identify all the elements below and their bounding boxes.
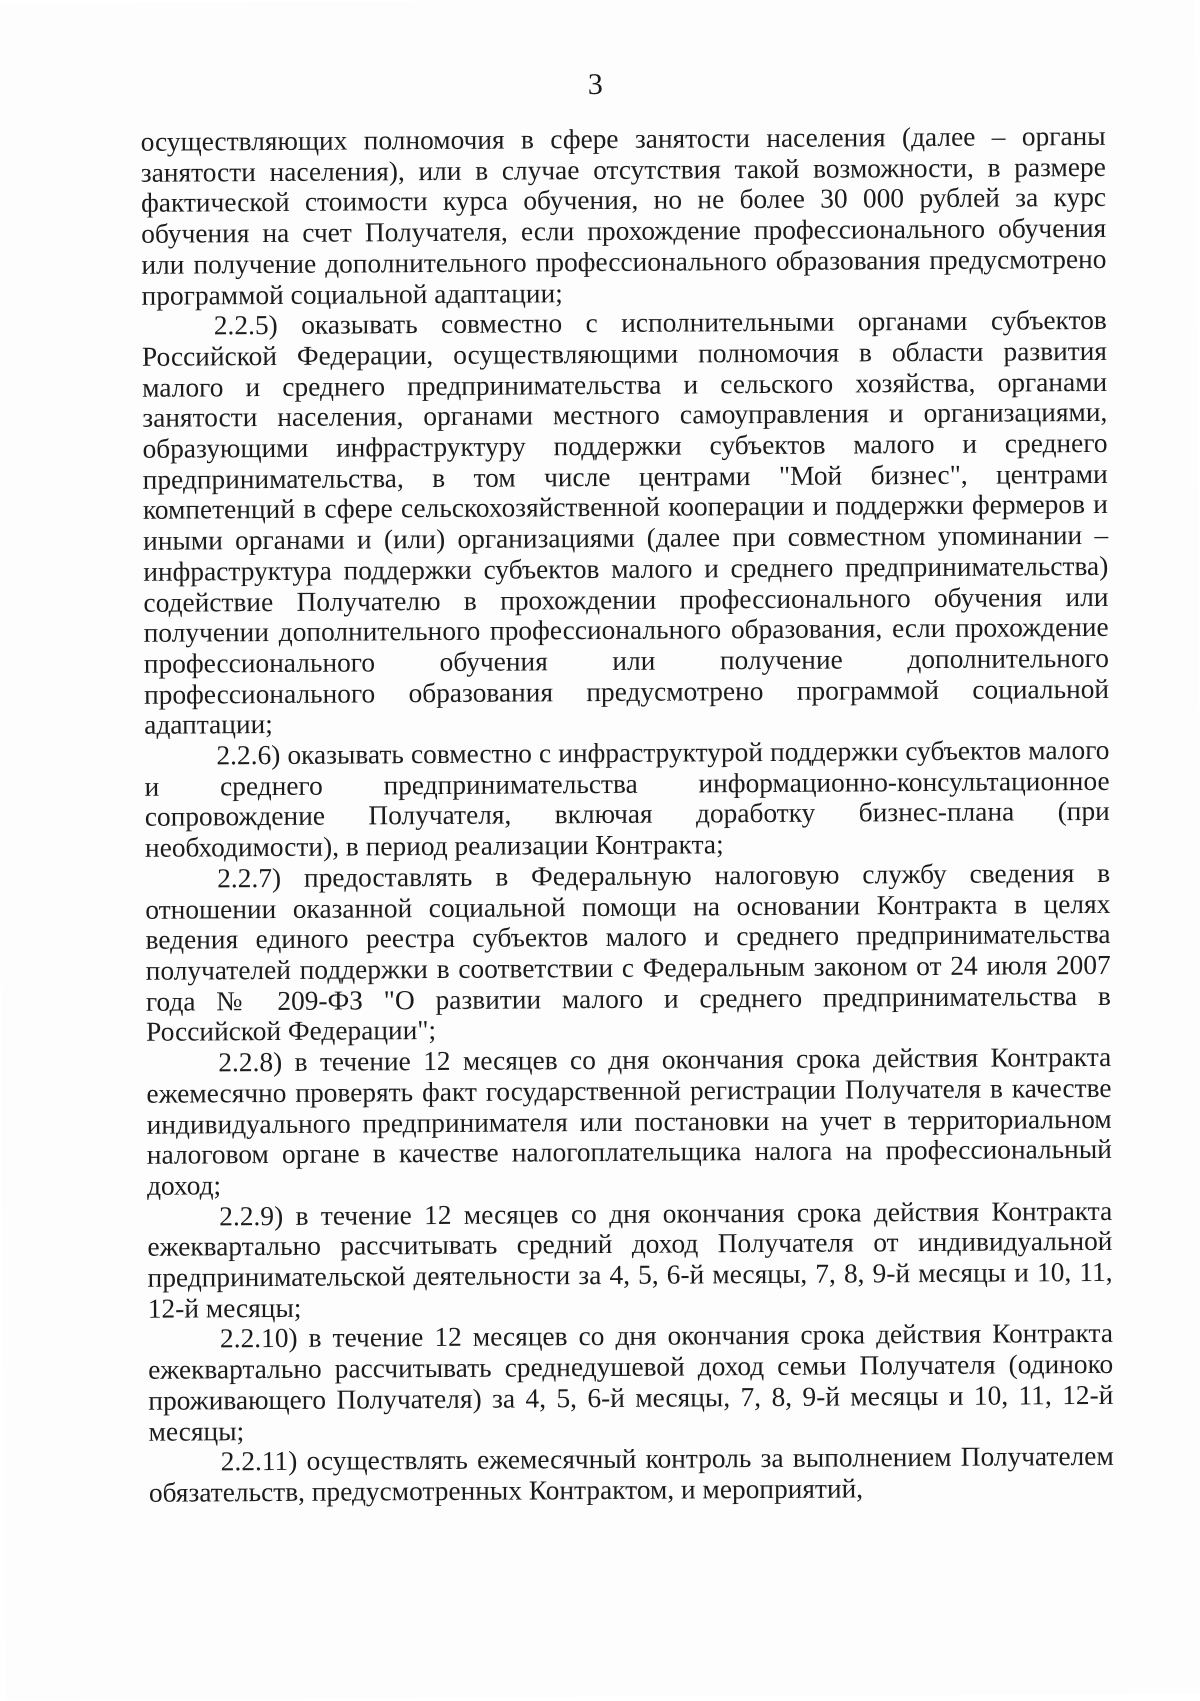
paragraph-2-2-5: 2.2.5) оказывать совместно с исполнительными органами субъектов Российской Федерации, осуществляющими полномочия в области развития малого и среднего предпринимательства и сельского хозяйства, органами занятости населения, органами местного самоуправления и организациями, образующими инфраструктуру поддержки субъектов малого и среднего предпринимательства, в том числе центрами "Мой бизнес", центрами компетенций в сфере сельскохозяйственной кооперации и поддержки фермеров и иными органами и (или) организациями (далее при совместном упоминании – инфраструктура поддержки субъектов малого и среднего предпринимательства) содействие Получателю в прохождении профессионального обучения или получении дополнительного профессионального образования, если прохождение профессионального обучения или получение дополнительного профессионального образования предусмотрено программой социальной адаптации; [141,305,1110,741]
paragraph-2-2-6: 2.2.6) оказывать совместно с инфраструктурой поддержки субъектов малого и среднего предпринимательства информационно-консультационное сопровождение Получателя, включая доработку бизнес-плана (при необходимости), в период реализации Контракта; [144,734,1110,863]
paragraph-2-2-7: 2.2.7) предоставлять в Федеральную налоговую службу сведения в отношении оказанной социальной помощи на основании Контракта в целях ведения единого реестра субъектов малого и среднего предпринимательства получателей поддержки в соответствии с Федеральным законом от 24 июля 2007 года № 209-ФЗ "О развитии малого и среднего предпринимательства в Российской Федерации"; [145,857,1112,1048]
page-number: 3 [587,67,603,102]
paragraph-2-2-10: 2.2.10) в течение 12 месяцев со дня окончания срока действия Контракта ежеквартально рассчитывать среднедушевой доход семьи Получателя (одиноко проживающего Получателя) за 4, 5, 6-й месяцы, 7, 8, 9-й месяцы и 10, 11, 12-й месяцы; [148,1318,1114,1447]
paragraph-2-2-9: 2.2.9) в течение 12 месяцев со дня окончания срока действия Контракта ежеквартально рассчитывать средний доход Получателя от индивидуальной предпринимательской деятельности за 4, 5, 6-й месяцы, 7, 8, 9-й месяцы и 10, 11, 12-й месяцы; [147,1195,1113,1324]
paragraph-2-2-11: 2.2.11) осуществлять ежемесячный контроль за выполнением Получателем обязательств, предусмотренных Контрактом, и мероприятий, [148,1441,1114,1508]
paragraph-2-2-8: 2.2.8) в течение 12 месяцев со дня окончания срока действия Контракта ежемесячно проверять факт государственной регистрации Получателя в качестве индивидуального предпринимателя или постановки на учет в территориальном налоговом органе в качестве налогоплательщика налога на профессиональный доход; [146,1041,1112,1201]
paragraph-continuation: осуществляющих полномочия в сфере занятости населения (далее – органы занятости населения), или в случае отсутствия такой возможности, в размере фактической стоимости курса обучения, но не более 30 000 рублей за курс обучения на счет Получателя, если прохождение профессионального обучения или получение дополнительного профессионального образования предусмотрено программой социальной адаптации; [140,120,1107,311]
document-body [141,121,1114,1509]
